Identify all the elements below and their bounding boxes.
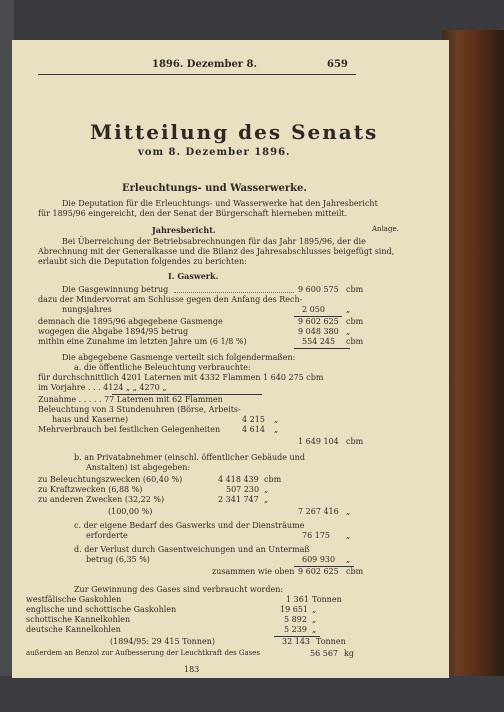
book-spine bbox=[442, 30, 504, 690]
row-unit: „ bbox=[346, 531, 351, 540]
row-value: 2 050 bbox=[302, 305, 325, 314]
row-unit: cbm bbox=[346, 317, 364, 326]
row-text: (1894/95: 29 415 Tonnen) bbox=[110, 637, 215, 646]
row-text: Zur Gewinnung des Gases sind verbraucht worden: bbox=[74, 585, 284, 594]
page-number: 659 bbox=[327, 59, 348, 70]
row-text: haus und Kaserne) bbox=[52, 415, 129, 424]
row-text: deutsche Kannelkohlen bbox=[26, 625, 121, 634]
row-text: zu Beleuchtungszwecken (60,40 %) bbox=[38, 475, 183, 484]
report-intro-line: Bei Überreichung der Betriebsabrechnungen für das Jahr 1895/96, der die bbox=[62, 237, 366, 246]
row-unit: „ bbox=[346, 327, 351, 336]
row-value: 19 651 bbox=[280, 605, 308, 614]
row-unit: Tonnen bbox=[316, 637, 346, 646]
row-value: 1 361 bbox=[286, 595, 309, 604]
report-intro-line: erlaubt sich die Deputation folgendes zu berichten: bbox=[38, 257, 247, 266]
row-value: 554 245 bbox=[302, 337, 336, 346]
row-text: betrug (6,35 %) bbox=[86, 555, 150, 564]
header-rule bbox=[38, 74, 356, 75]
intro-line: Die Deputation für die Erleuchtungs- und Wasserwerke hat den Jahresbericht bbox=[62, 199, 378, 208]
row-text: dazu der Mindervorrat am Schlusse gegen den Anfang des Rech- bbox=[38, 295, 303, 304]
row-value: 9 048 380 bbox=[298, 327, 339, 336]
row-unit: kg bbox=[344, 649, 354, 658]
document-page bbox=[12, 40, 449, 678]
row-unit: „ bbox=[346, 305, 351, 314]
row-unit: „ bbox=[274, 415, 279, 424]
row-value: 76 175 bbox=[302, 531, 330, 540]
row-value: 9 600 575 bbox=[298, 285, 339, 294]
row-text: a. die öffentliche Beleuchtung verbrauchte: bbox=[74, 363, 251, 372]
document-title: Mitteilung des Senats bbox=[90, 120, 379, 144]
row-unit: cbm bbox=[346, 437, 364, 446]
row-value: 56 567 bbox=[310, 649, 338, 658]
subsection-title: I. Gaswerk. bbox=[168, 271, 219, 281]
page-date-header: 1896. Dezember 8. bbox=[152, 59, 257, 70]
row-text: Mehrverbrauch bei festlichen Gelegenheiten bbox=[38, 425, 221, 434]
leader-dots bbox=[174, 292, 294, 293]
row-text: mithin eine Zunahme im letzten Jahre um (6 1/8 %) bbox=[38, 337, 247, 346]
row-value: 7 267 416 bbox=[298, 507, 339, 516]
row-text: zu Kraftzwecken (6,88 %) bbox=[38, 485, 143, 494]
report-heading: Jahresbericht. bbox=[152, 225, 216, 235]
row-unit: „ bbox=[274, 425, 279, 434]
intro-line: für 1895/96 eingereicht, den der Senat der Bürgerschaft hierneben mitteilt. bbox=[38, 209, 348, 218]
row-value: 4 614 bbox=[242, 425, 265, 434]
report-intro-line: Abrechnung mit der Generalkasse und die Bilanz des Jahresabschlusses beigefügt sind, bbox=[38, 247, 395, 256]
row-unit: Tonnen bbox=[312, 595, 342, 604]
row-text: außerdem an Benzol zur Aufbesserung der Leuchtkraft des Gases bbox=[26, 649, 261, 657]
row-text: zu anderen Zwecken (32,22 %) bbox=[38, 495, 165, 504]
row-text: zusammen wie oben bbox=[212, 567, 295, 576]
row-value: 32 143 bbox=[282, 637, 310, 646]
row-unit: „ bbox=[312, 605, 317, 614]
row-unit: „ bbox=[264, 485, 269, 494]
row-value: 5 239 bbox=[284, 625, 307, 634]
row-value: 4 418 439 bbox=[218, 475, 259, 484]
row-unit: „ bbox=[312, 625, 317, 634]
row-value: 9 602 625 bbox=[298, 317, 339, 326]
row-text: Anstalten) ist abgegeben: bbox=[86, 463, 191, 472]
row-text: Die abgegebene Gasmenge verteilt sich folgendermaßen: bbox=[62, 353, 296, 362]
row-unit: „ bbox=[346, 555, 351, 564]
row-value: 1 649 104 bbox=[298, 437, 339, 446]
document-subtitle: vom 8. Dezember 1896. bbox=[138, 147, 291, 158]
row-unit: „ bbox=[346, 507, 351, 516]
row-text: im Vorjahre . . . 4124 „ „ 4270 „ bbox=[38, 383, 167, 392]
row-text: demnach die 1895/96 abgegebene Gasmenge bbox=[38, 317, 223, 326]
row-unit: cbm bbox=[264, 475, 282, 484]
row-value: 2 341 747 bbox=[218, 495, 259, 504]
scanner-background-top bbox=[0, 0, 504, 42]
row-unit: cbm bbox=[346, 567, 364, 576]
scanner-background-bottom bbox=[0, 676, 504, 712]
row-value: 9 602 625 bbox=[298, 567, 339, 576]
row-text: Beleuchtung von 3 Stundenuhren (Börse, Arbeits- bbox=[38, 405, 241, 414]
row-text: schottische Kannelkohlen bbox=[26, 615, 131, 624]
page-footer-number: 183 bbox=[184, 665, 200, 674]
row-unit: „ bbox=[264, 495, 269, 504]
section-title: Erleuchtungs- und Wasserwerke. bbox=[122, 183, 307, 194]
row-text: (100,00 %) bbox=[108, 507, 153, 516]
row-text: westfälische Gaskohlen bbox=[26, 595, 122, 604]
row-text: d. der Verlust durch Gasentweichungen und an Untermaß bbox=[74, 545, 310, 554]
row-text: nungsjahres bbox=[62, 305, 112, 314]
row-text: wogegen die Abgabe 1894/95 betrug bbox=[38, 327, 189, 336]
row-unit: „ bbox=[312, 615, 317, 624]
row-text: b. an Privatabnehmer (einschl. öffentlicher Gebäude und bbox=[74, 453, 305, 462]
row-text: für durchschnittlich 4201 Laternen mit 4332 Flammen 1 640 275 cbm bbox=[38, 373, 324, 382]
row-text: englische und schottische Gaskohlen bbox=[26, 605, 177, 614]
sum-rule bbox=[294, 348, 350, 349]
row-value: 4 215 bbox=[242, 415, 265, 424]
row-text: Die Gasgewinnung betrug bbox=[62, 285, 169, 294]
row-value: 609 930 bbox=[302, 555, 336, 564]
row-text: Zunahme . . . . . 77 Laternen mit 62 Flammen bbox=[38, 395, 223, 404]
row-text: c. der eigene Bedarf des Gaswerks und der Diensträume bbox=[74, 521, 305, 530]
row-value: 5 892 bbox=[284, 615, 307, 624]
row-unit: cbm bbox=[346, 337, 364, 346]
margin-note: Anlage. bbox=[372, 225, 399, 233]
row-value: 507 230 bbox=[226, 485, 260, 494]
row-text: erforderte bbox=[86, 531, 128, 540]
row-unit: cbm bbox=[346, 285, 364, 294]
